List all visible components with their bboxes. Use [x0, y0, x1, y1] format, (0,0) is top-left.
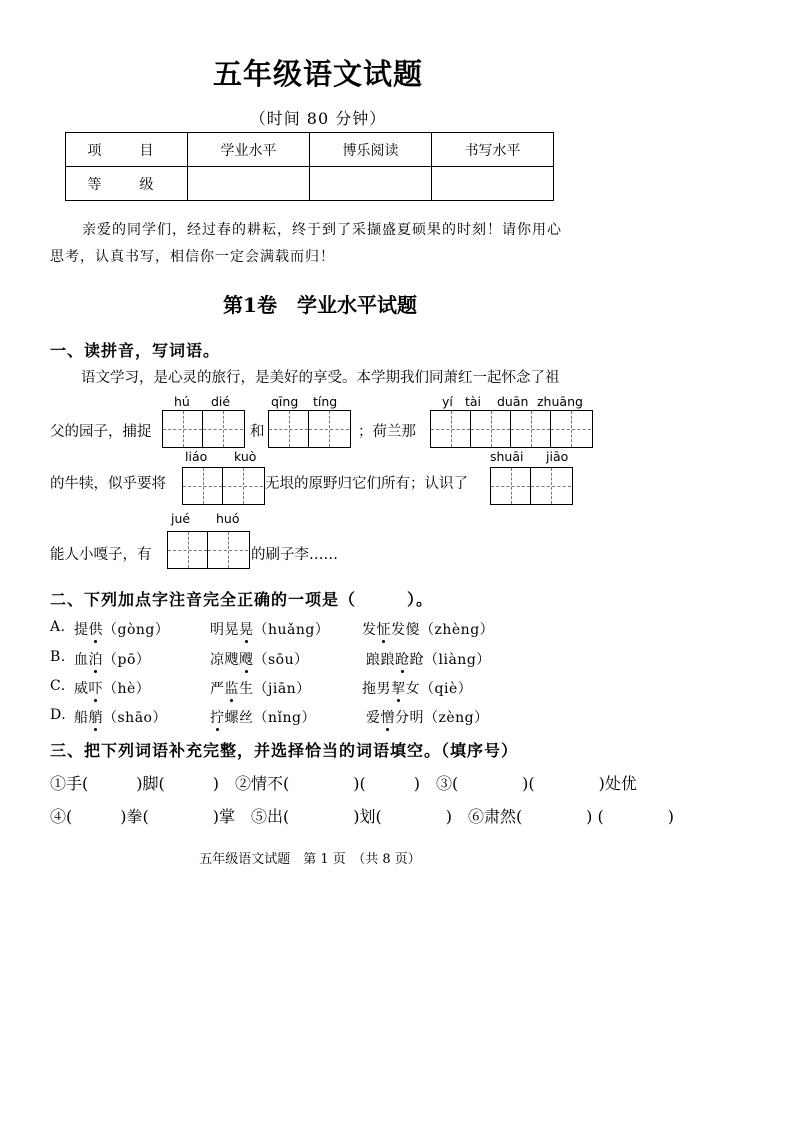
pinyin-duan: duān: [497, 394, 529, 409]
grade-table: [65, 132, 554, 201]
pinyin-yi: yí: [442, 394, 453, 409]
question-3-title: 三、把下列词语补充完整，并选择恰当的词语填空。（填序号）: [50, 741, 519, 760]
grade-table-header-row: [66, 133, 554, 167]
option-c[interactable]: [50, 678, 66, 694]
q1-passage-line-4b: 的刷子李……: [251, 547, 338, 563]
answer-box-hudie[interactable]: [162, 410, 245, 448]
option-d-word-2: 拧螺丝（nǐng）: [210, 710, 316, 726]
option-d[interactable]: [50, 707, 66, 723]
pinyin-kuo: kuò: [234, 449, 257, 464]
option-b-word-3: 踉踉跄跄（liàng）: [366, 652, 491, 668]
pinyin-huo: huó: [216, 511, 240, 526]
pinyin-jiao: jiāo: [546, 449, 569, 464]
answer-box-liaokuo[interactable]: [182, 467, 265, 505]
answer-box-juehuo[interactable]: [167, 531, 250, 569]
question-2-title: 二、下列加点字注音完全正确的一项是（ ）。: [50, 590, 434, 609]
q1-passage-line-2b: 和: [250, 424, 265, 440]
grade-cell-academic[interactable]: [188, 167, 310, 201]
intro-line-2: 思考，认真书写，相信你一定会满载而归！: [50, 249, 335, 265]
q1-passage-line-2a: 父的园子，捕捉: [50, 424, 152, 440]
option-letter: C.: [50, 678, 66, 694]
grade-cell-reading[interactable]: [310, 167, 432, 201]
q1-passage-line-3a: 的牛犊，似乎要将: [50, 476, 166, 492]
question-1-title: 一、读拼音，写词语。: [50, 341, 221, 360]
q3-row-1[interactable]: ①手( )脚( ) ②情不( )( ) ③( )( )处优: [50, 774, 637, 793]
option-d-word-3: 爱憎分明（zèng）: [366, 710, 489, 726]
option-d-word-1: 船艄（shāo）: [74, 710, 167, 726]
answer-box-yitaiduanzhuang[interactable]: [430, 410, 593, 448]
option-b-word-2: 凉飕飕（sōu）: [210, 652, 309, 668]
pinyin-ting: tíng: [313, 394, 338, 409]
grade-header-reading: 博乐阅读: [310, 133, 432, 167]
grade-row-label: 等 级: [66, 167, 188, 201]
q1-passage-line-1: 语文学习，是心灵的旅行，是美好的享受。本学期我们同萧红一起怀念了祖: [81, 370, 560, 386]
answer-box-qingting[interactable]: [268, 410, 351, 448]
q1-passage-line-2c: ；荷兰那: [358, 424, 416, 440]
pinyin-qing: qīng: [271, 394, 299, 409]
grade-cell-writing[interactable]: [432, 167, 554, 201]
time-limit: （时间 80 分钟）: [249, 109, 387, 128]
q3-row-2[interactable]: ④( )拳( )掌 ⑤出( )划( ) ⑥肃然( ) ( ): [50, 807, 674, 826]
option-letter: D.: [50, 707, 67, 723]
pinyin-die: dié: [211, 394, 231, 409]
option-b-word-1: 血泊（pō）: [74, 652, 151, 668]
grade-header-academic: 学业水平: [188, 133, 310, 167]
grade-table-row: [66, 167, 554, 201]
pinyin-tai: tài: [465, 394, 482, 409]
option-a[interactable]: [50, 619, 66, 635]
pinyin-liao: liáo: [185, 449, 208, 464]
grade-header-item: 项 目: [66, 133, 188, 167]
option-c-word-2: 严监生（jiān）: [210, 681, 311, 697]
option-a-word-2: 明晃晃（huǎng）: [210, 622, 330, 638]
q1-passage-line-4a: 能人小嘎子，有: [50, 547, 152, 563]
option-c-word-1: 威吓（hè）: [74, 681, 151, 697]
pinyin-zhuang: zhuāng: [537, 394, 583, 409]
option-letter: A.: [50, 619, 66, 635]
option-letter: B.: [50, 649, 66, 665]
grade-header-writing: 书写水平: [432, 133, 554, 167]
pinyin-jue: jué: [171, 511, 191, 526]
pinyin-hu: hú: [174, 394, 190, 409]
q1-passage-line-3b: 无垠的原野归它们所有；认识了: [265, 476, 468, 492]
intro-line-1: 亲爱的同学们，经过春的耕耘，终于到了采撷盛夏硕果的时刻！请你用心: [82, 222, 562, 238]
page-footer: 五年级语文试题 第 1 页 （共 8 页）: [199, 852, 421, 867]
option-a-word-3: 发怔发傻（zhèng）: [362, 622, 495, 638]
option-a-word-1: 提供（gòng）: [74, 622, 170, 638]
section-title: 第1卷 学业水平试题: [223, 293, 417, 317]
option-b[interactable]: [50, 649, 66, 665]
pinyin-shuai: shuāi: [490, 449, 524, 464]
answer-box-shuaijiao[interactable]: [490, 467, 573, 505]
page-title: 五年级语文试题: [212, 57, 423, 91]
option-c-word-3: 拖男挈女（qiè）: [362, 681, 473, 697]
